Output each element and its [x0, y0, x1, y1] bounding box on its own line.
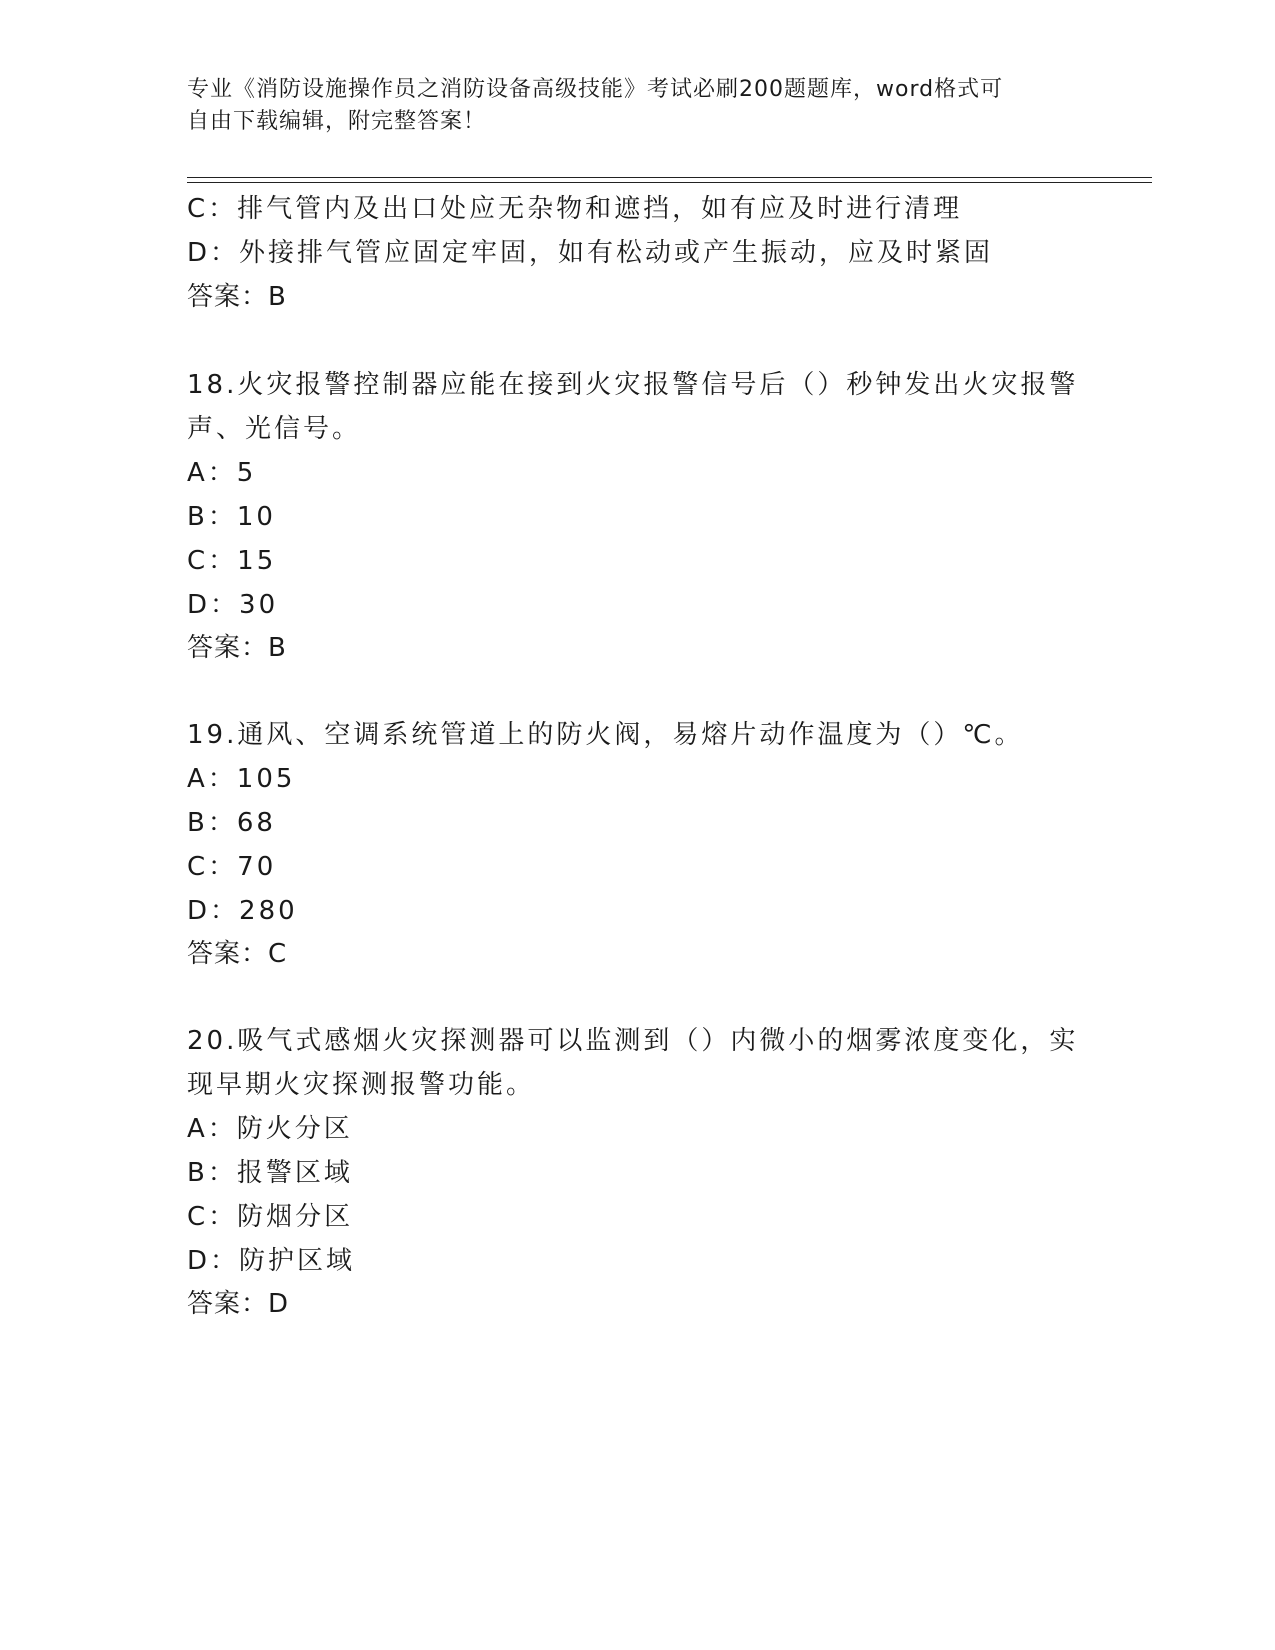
header-line-1: 专业《消防设施操作员之消防设备高级技能》考试必刷200题题库，word格式可: [187, 77, 1004, 102]
q19-answer: 答案：C: [187, 939, 288, 969]
q19-stem-line-1: 19.通风、空调系统管道上的防火阀，易熔片动作温度为（）℃。: [187, 720, 1024, 750]
document-header: [187, 74, 1067, 138]
q19-option-c: C：70: [187, 852, 277, 882]
header-divider-top: [187, 177, 1152, 178]
q20-option-c: C：防烟分区: [187, 1202, 354, 1232]
q20-option-b: B：报警区域: [187, 1158, 353, 1188]
q19-option-d: D：280: [187, 896, 298, 926]
header-divider-bottom: [187, 182, 1152, 183]
q18-option-d: D：30: [187, 590, 279, 620]
q18-option-c: C：15: [187, 546, 277, 576]
q20-stem-line-2: 现早期火灾探测报警功能。: [187, 1070, 536, 1100]
q18-answer: 答案：B: [187, 633, 287, 663]
q18-option-b: B：10: [187, 502, 276, 532]
q20-stem-line-1: 20.吸气式感烟火灾探测器可以监测到（）内微小的烟雾浓度变化，实: [187, 1026, 1079, 1056]
q18-option-a: A：5: [187, 458, 257, 488]
q20-option-d: D：防护区域: [187, 1246, 356, 1276]
q18-stem-line-2: 声、光信号。: [187, 414, 362, 444]
q20-answer: 答案：D: [187, 1289, 290, 1319]
q20-option-a: A：防火分区: [187, 1114, 353, 1144]
q18-stem-line-1: 18.火灾报警控制器应能在接到火灾报警信号后（）秒钟发出火灾报警: [187, 370, 1079, 400]
q17-answer: 答案：B: [187, 282, 287, 312]
q17-option-c: C：排气管内及出口处应无杂物和遮挡，如有应及时进行清理: [187, 194, 963, 224]
q19-option-a: A：105: [187, 764, 296, 794]
q17-option-d: D：外接排气管应固定牢固，如有松动或产生振动，应及时紧固: [187, 238, 994, 268]
q19-option-b: B：68: [187, 808, 276, 838]
header-line-2: 自由下载编辑，附完整答案！: [187, 109, 487, 134]
